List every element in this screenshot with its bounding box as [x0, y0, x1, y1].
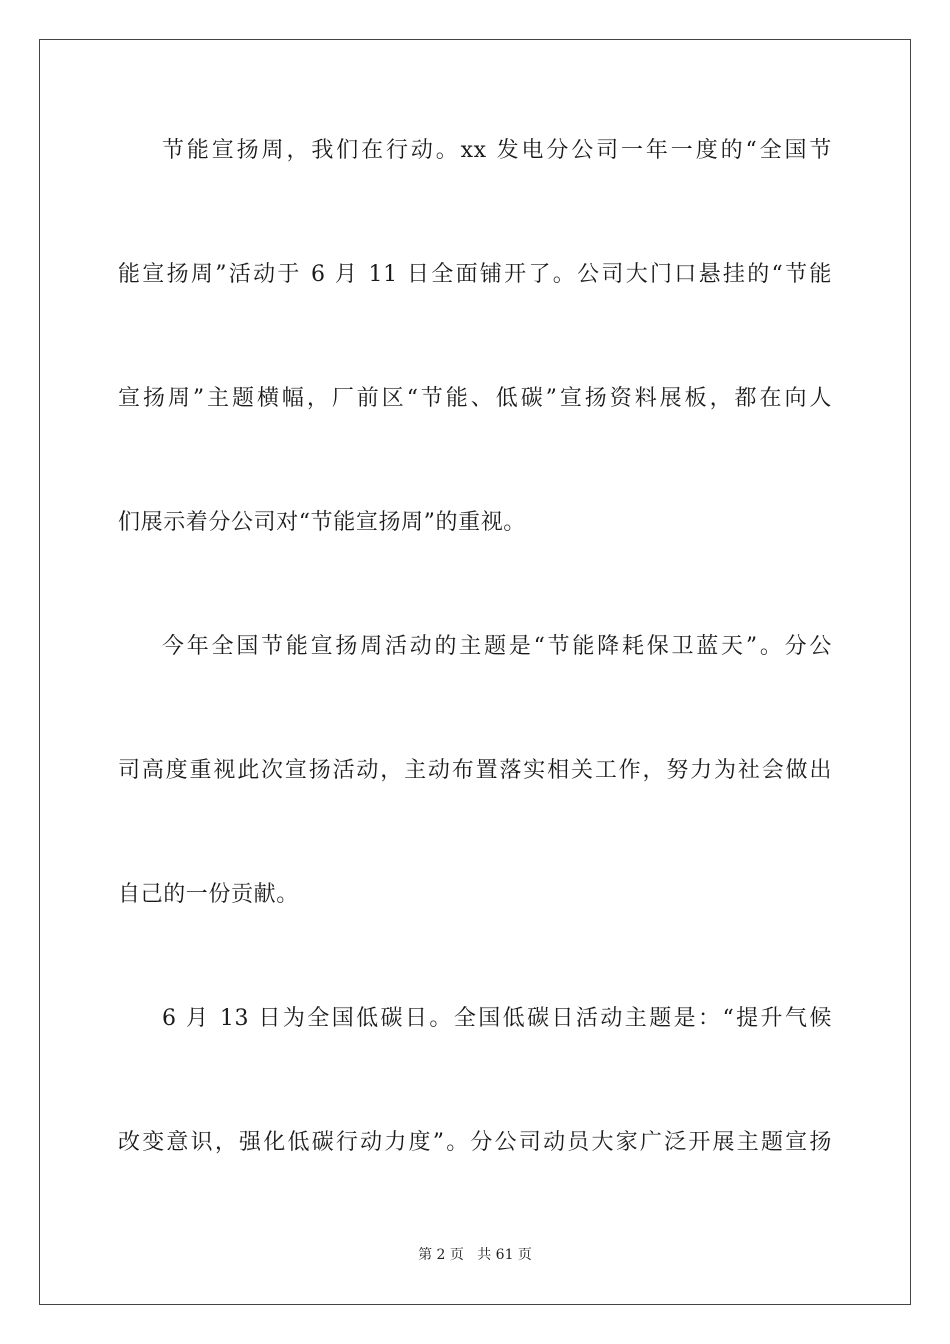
paragraph-1-line-3: 宣扬周”主题横幅，厂前区“节能、低碳”宣扬资料展板，都在向人 — [118, 386, 832, 411]
paragraph-2-line-3: 自己的一份贡献。 — [118, 882, 299, 907]
paragraph-2-line-1: 今年全国节能宣扬周活动的主题是“节能降耗保卫蓝天”。分公 — [162, 634, 832, 659]
page-border — [39, 39, 911, 1305]
paragraph-2-line-2: 司高度重视此次宣扬活动，主动布置落实相关工作，努力为社会做出 — [118, 758, 832, 783]
paragraph-1-line-4: 们展示着分公司对“节能宣扬周”的重视。 — [118, 510, 526, 535]
page-number-footer: 第 2 页 共 61 页 — [418, 1247, 532, 1263]
paragraph-1-line-2: 能宣扬周”活动于 6 月 11 日全面铺开了。公司大门口悬挂的“节能 — [118, 262, 832, 287]
paragraph-3-line-1: 6 月 13 日为全国低碳日。全国低碳日活动主题是：“提升气候 — [162, 1006, 832, 1031]
paragraph-1-line-1: 节能宣扬周，我们在行动。xx 发电分公司一年一度的“全国节 — [162, 138, 832, 163]
paragraph-3-line-2: 改变意识，强化低碳行动力度”。分公司动员大家广泛开展主题宣扬 — [118, 1130, 832, 1155]
